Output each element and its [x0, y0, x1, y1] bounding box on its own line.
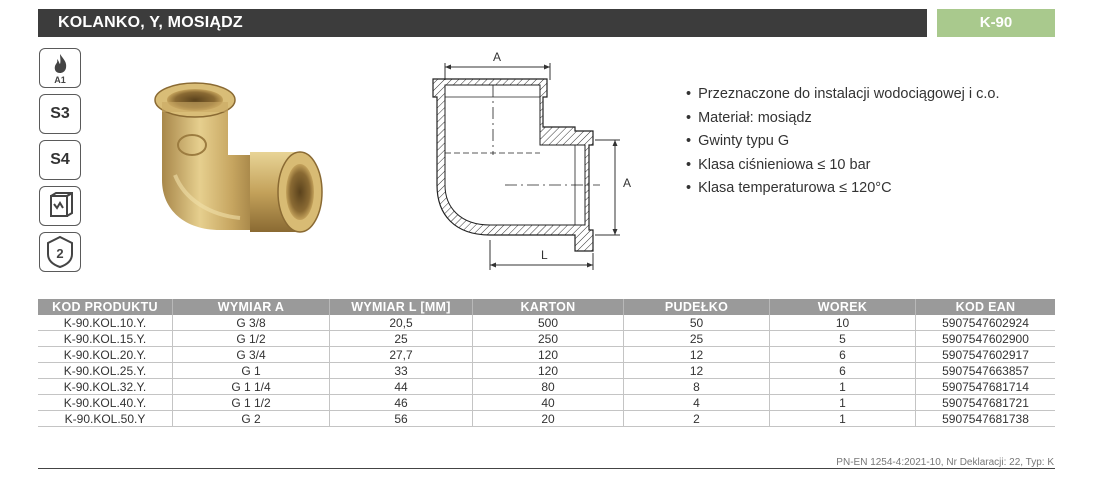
package-icon [39, 186, 81, 226]
table-row [38, 411, 1055, 427]
product-title: KOLANKO, Y, MOSIĄDZ [58, 14, 243, 31]
table-row [38, 331, 1055, 347]
cell-box: 12 [624, 363, 770, 379]
cell-carton: 500 [473, 315, 624, 331]
feature-list [686, 83, 1000, 201]
feature-item: • Klasa temperaturowa ≤ 120°C [686, 177, 1000, 201]
feature-item: • Przeznaczone do instalacji wodociągowej i c.o. [686, 83, 1000, 107]
dimension-a-top: A [493, 50, 502, 64]
table-row [38, 379, 1055, 395]
table-body [38, 315, 1055, 427]
cell-bag: 1 [770, 395, 916, 411]
cell-box: 25 [624, 331, 770, 347]
product-code-badge: K-90 [937, 9, 1055, 37]
column-header-dimension-l: WYMIAR L [MM] [330, 299, 473, 315]
s4-label: S4 [50, 151, 70, 168]
s3-icon [39, 94, 81, 134]
cell-dimension-l: 25 [330, 331, 473, 347]
cell-dimension-l: 33 [330, 363, 473, 379]
cell-dimension-a: G 3/8 [173, 315, 330, 331]
cell-dimension-l: 27,7 [330, 347, 473, 363]
cell-dimension-l: 20,5 [330, 315, 473, 331]
certification-icons [39, 48, 83, 278]
cell-dimension-a: G 2 [173, 411, 330, 427]
cell-bag: 5 [770, 331, 916, 347]
cell-dimension-a: G 1 1/4 [173, 379, 330, 395]
cell-box: 50 [624, 315, 770, 331]
cell-carton: 20 [473, 411, 624, 427]
table-row [38, 395, 1055, 411]
cell-bag: 1 [770, 379, 916, 395]
cell-product-code: K-90.KOL.25.Y. [38, 363, 173, 379]
cell-carton: 120 [473, 347, 624, 363]
table-header-row [38, 299, 1055, 315]
cell-product-code: K-90.KOL.50.Y [38, 411, 173, 427]
fire-class-label: A1 [54, 75, 66, 85]
cell-dimension-l: 44 [330, 379, 473, 395]
fire-class-icon [39, 48, 81, 88]
cell-bag: 1 [770, 411, 916, 427]
cell-ean: 5907547681714 [916, 379, 1056, 395]
cell-product-code: K-90.KOL.10.Y. [38, 315, 173, 331]
cell-dimension-a: G 3/4 [173, 347, 330, 363]
cell-dimension-l: 46 [330, 395, 473, 411]
cell-ean: 5907547602900 [916, 331, 1056, 347]
column-header-dimension-a: WYMIAR A [173, 299, 330, 315]
cell-product-code: K-90.KOL.15.Y. [38, 331, 173, 347]
dimension-a-side: A [623, 176, 632, 190]
table-row [38, 347, 1055, 363]
cell-ean: 5907547681738 [916, 411, 1056, 427]
s3-label: S3 [50, 105, 70, 122]
warranty-years: 2 [56, 246, 64, 261]
cell-carton: 80 [473, 379, 624, 395]
cell-box: 8 [624, 379, 770, 395]
cell-dimension-a: G 1 [173, 363, 330, 379]
column-header-ean: KOD EAN [916, 299, 1056, 315]
cell-carton: 250 [473, 331, 624, 347]
cell-carton: 120 [473, 363, 624, 379]
cell-ean: 5907547681721 [916, 395, 1056, 411]
feature-item: • Gwinty typu G [686, 130, 1000, 154]
column-header-bag: WOREK [770, 299, 916, 315]
s4-icon [39, 140, 81, 180]
column-header-carton: KARTON [473, 299, 624, 315]
cell-carton: 40 [473, 395, 624, 411]
standard-declaration-note: PN-EN 1254-4:2021-10, Nr Deklaracji: 22, Typ: K [836, 457, 1054, 468]
cell-dimension-a: G 1/2 [173, 331, 330, 347]
warranty-icon [39, 232, 81, 272]
cell-bag: 10 [770, 315, 916, 331]
technical-drawing [415, 45, 645, 275]
feature-item: • Klasa ciśnieniowa ≤ 10 bar [686, 154, 1000, 178]
cell-product-code: K-90.KOL.32.Y. [38, 379, 173, 395]
cell-dimension-a: G 1 1/2 [173, 395, 330, 411]
column-header-product-code: KOD PRODUKTU [38, 299, 173, 315]
bottom-divider [38, 468, 1055, 469]
cell-bag: 6 [770, 363, 916, 379]
dimension-l: L [541, 248, 548, 262]
product-photo [140, 60, 330, 245]
cell-bag: 6 [770, 347, 916, 363]
column-header-box: PUDEŁKO [624, 299, 770, 315]
table-row [38, 363, 1055, 379]
cell-box: 4 [624, 395, 770, 411]
table-row [38, 315, 1055, 331]
cell-product-code: K-90.KOL.20.Y. [38, 347, 173, 363]
cell-dimension-l: 56 [330, 411, 473, 427]
cell-product-code: K-90.KOL.40.Y. [38, 395, 173, 411]
cell-ean: 5907547602917 [916, 347, 1056, 363]
cell-ean: 5907547663857 [916, 363, 1056, 379]
cell-box: 12 [624, 347, 770, 363]
product-table [38, 299, 1055, 427]
feature-item: • Materiał: mosiądz [686, 107, 1000, 131]
cell-box: 2 [624, 411, 770, 427]
cell-ean: 5907547602924 [916, 315, 1056, 331]
